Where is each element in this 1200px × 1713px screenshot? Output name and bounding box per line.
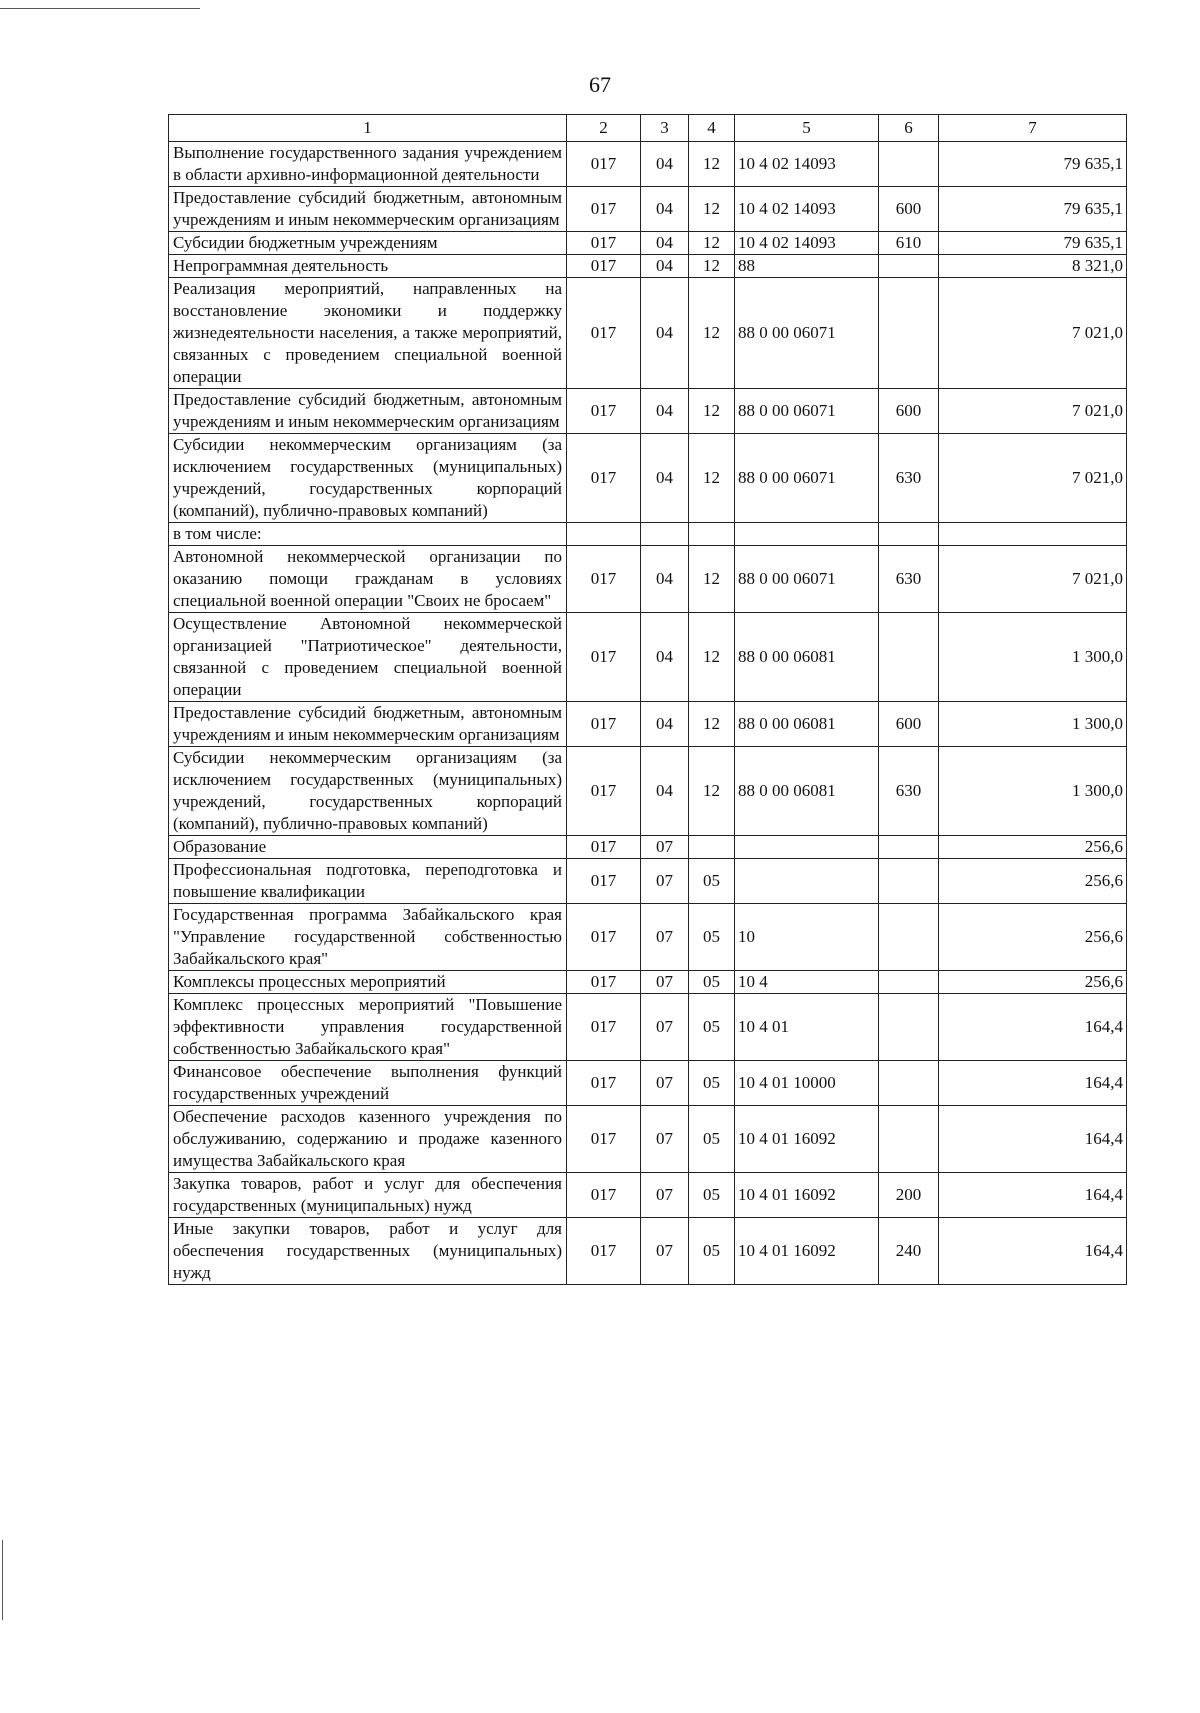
row-expense-type-cell: 630 — [879, 434, 939, 523]
row-amount-cell — [939, 523, 1127, 546]
row-subsection-cell — [689, 523, 735, 546]
row-amount-cell: 79 635,1 — [939, 187, 1127, 232]
row-expense-type-cell — [879, 1106, 939, 1173]
row-amount-cell: 256,6 — [939, 904, 1127, 971]
row-name-cell: в том числе: — [169, 523, 567, 546]
header-cell: 2 — [567, 115, 641, 142]
table-row — [169, 142, 1127, 187]
row-subsection-cell: 05 — [689, 859, 735, 904]
row-name-cell: Предоставление субсидий бюджетным, автономным учреждениям и иным некоммерческим организациям — [169, 702, 567, 747]
row-name-cell: Субсидии некоммерческим организациям (за исключением государственных (муниципальных) учреждений, государственных корпораций (компаний), публично-правовых компаний) — [169, 434, 567, 523]
row-expense-type-cell: 200 — [879, 1173, 939, 1218]
row-section-cell: 04 — [641, 613, 689, 702]
row-expense-type-cell: 600 — [879, 187, 939, 232]
row-amount-cell: 164,4 — [939, 994, 1127, 1061]
row-target-article-cell: 10 — [735, 904, 879, 971]
header-cell: 6 — [879, 115, 939, 142]
row-name-cell: Обеспечение расходов казенного учреждения по обслуживанию, содержанию и продаже казенного имущества Забайкальского края — [169, 1106, 567, 1173]
row-admin-code-cell: 017 — [567, 836, 641, 859]
row-amount-cell: 1 300,0 — [939, 613, 1127, 702]
row-admin-code-cell: 017 — [567, 434, 641, 523]
row-amount-cell: 256,6 — [939, 859, 1127, 904]
table-row — [169, 702, 1127, 747]
row-amount-cell: 1 300,0 — [939, 747, 1127, 836]
row-name-cell: Закупка товаров, работ и услуг для обеспечения государственных (муниципальных) нужд — [169, 1173, 567, 1218]
row-section-cell: 07 — [641, 971, 689, 994]
row-name-cell: Предоставление субсидий бюджетным, автономным учреждениям и иным некоммерческим организациям — [169, 187, 567, 232]
table-row — [169, 747, 1127, 836]
row-target-article-cell — [735, 523, 879, 546]
table-row — [169, 278, 1127, 389]
row-target-article-cell: 88 0 00 06071 — [735, 389, 879, 434]
row-admin-code-cell: 017 — [567, 389, 641, 434]
row-expense-type-cell: 630 — [879, 546, 939, 613]
table-row — [169, 389, 1127, 434]
row-subsection-cell: 05 — [689, 1218, 735, 1285]
scan-artifact-line — [0, 8, 200, 9]
row-admin-code-cell: 017 — [567, 546, 641, 613]
row-name-cell: Осуществление Автономной некоммерческой организацией "Патриотическое" деятельности, связанной с проведением специальной военной операции — [169, 613, 567, 702]
row-subsection-cell: 12 — [689, 747, 735, 836]
row-expense-type-cell: 600 — [879, 702, 939, 747]
row-section-cell: 04 — [641, 142, 689, 187]
row-target-article-cell: 10 4 01 16092 — [735, 1173, 879, 1218]
row-admin-code-cell: 017 — [567, 187, 641, 232]
row-section-cell: 07 — [641, 1173, 689, 1218]
row-expense-type-cell: 610 — [879, 232, 939, 255]
table-row — [169, 994, 1127, 1061]
row-amount-cell: 79 635,1 — [939, 232, 1127, 255]
row-section-cell: 07 — [641, 859, 689, 904]
table-row — [169, 1218, 1127, 1285]
row-section-cell: 04 — [641, 187, 689, 232]
row-admin-code-cell: 017 — [567, 994, 641, 1061]
row-subsection-cell: 05 — [689, 971, 735, 994]
row-section-cell: 07 — [641, 994, 689, 1061]
row-target-article-cell: 88 — [735, 255, 879, 278]
header-cell: 7 — [939, 115, 1127, 142]
row-target-article-cell: 10 4 02 14093 — [735, 187, 879, 232]
row-expense-type-cell — [879, 859, 939, 904]
row-name-cell: Профессиональная подготовка, переподготовка и повышение квалификации — [169, 859, 567, 904]
row-admin-code-cell: 017 — [567, 1106, 641, 1173]
row-subsection-cell: 05 — [689, 904, 735, 971]
table-row — [169, 836, 1127, 859]
row-name-cell: Предоставление субсидий бюджетным, автономным учреждениям и иным некоммерческим организациям — [169, 389, 567, 434]
row-name-cell: Автономной некоммерческой организации по оказанию помощи гражданам в условиях специальной военной операции "Своих не бросаем" — [169, 546, 567, 613]
row-admin-code-cell: 017 — [567, 613, 641, 702]
table-row — [169, 546, 1127, 613]
table-header-row — [169, 115, 1127, 142]
row-subsection-cell: 12 — [689, 142, 735, 187]
row-admin-code-cell: 017 — [567, 747, 641, 836]
row-subsection-cell: 12 — [689, 232, 735, 255]
row-amount-cell: 7 021,0 — [939, 434, 1127, 523]
row-amount-cell: 1 300,0 — [939, 702, 1127, 747]
row-subsection-cell: 12 — [689, 702, 735, 747]
row-admin-code-cell: 017 — [567, 142, 641, 187]
row-target-article-cell: 10 4 01 16092 — [735, 1218, 879, 1285]
row-expense-type-cell: 240 — [879, 1218, 939, 1285]
row-name-cell: Субсидии бюджетным учреждениям — [169, 232, 567, 255]
row-expense-type-cell — [879, 904, 939, 971]
row-admin-code-cell: 017 — [567, 255, 641, 278]
row-amount-cell: 7 021,0 — [939, 546, 1127, 613]
table-row — [169, 859, 1127, 904]
row-expense-type-cell: 630 — [879, 747, 939, 836]
row-subsection-cell: 12 — [689, 546, 735, 613]
table-row — [169, 613, 1127, 702]
row-subsection-cell: 12 — [689, 187, 735, 232]
row-target-article-cell: 10 4 02 14093 — [735, 232, 879, 255]
row-name-cell: Реализация мероприятий, направленных на восстановление экономики и поддержку жизнедеятельности населения, а также мероприятий, связанных с проведением специальной военной операции — [169, 278, 567, 389]
row-target-article-cell: 10 4 01 — [735, 994, 879, 1061]
row-target-article-cell: 88 0 00 06071 — [735, 278, 879, 389]
row-name-cell: Комплексы процессных мероприятий — [169, 971, 567, 994]
row-section-cell: 07 — [641, 1061, 689, 1106]
row-admin-code-cell: 017 — [567, 278, 641, 389]
header-cell: 4 — [689, 115, 735, 142]
row-section-cell: 07 — [641, 1218, 689, 1285]
row-target-article-cell — [735, 836, 879, 859]
row-target-article-cell: 10 4 — [735, 971, 879, 994]
row-subsection-cell: 12 — [689, 278, 735, 389]
row-amount-cell: 79 635,1 — [939, 142, 1127, 187]
row-expense-type-cell — [879, 613, 939, 702]
row-expense-type-cell — [879, 836, 939, 859]
row-section-cell: 04 — [641, 702, 689, 747]
row-expense-type-cell — [879, 142, 939, 187]
row-admin-code-cell — [567, 523, 641, 546]
row-name-cell: Финансовое обеспечение выполнения функций государственных учреждений — [169, 1061, 567, 1106]
row-subsection-cell: 05 — [689, 1173, 735, 1218]
row-expense-type-cell — [879, 994, 939, 1061]
row-section-cell — [641, 523, 689, 546]
budget-table — [168, 114, 1127, 1285]
row-expense-type-cell — [879, 523, 939, 546]
table-row — [169, 971, 1127, 994]
row-admin-code-cell: 017 — [567, 702, 641, 747]
row-expense-type-cell — [879, 278, 939, 389]
row-target-article-cell: 88 0 00 06071 — [735, 546, 879, 613]
table-row — [169, 232, 1127, 255]
row-section-cell: 07 — [641, 1106, 689, 1173]
row-subsection-cell — [689, 836, 735, 859]
row-target-article-cell: 88 0 00 06071 — [735, 434, 879, 523]
row-amount-cell: 8 321,0 — [939, 255, 1127, 278]
row-admin-code-cell: 017 — [567, 232, 641, 255]
header-cell: 3 — [641, 115, 689, 142]
row-section-cell: 04 — [641, 278, 689, 389]
row-section-cell: 04 — [641, 389, 689, 434]
row-admin-code-cell: 017 — [567, 1173, 641, 1218]
row-section-cell: 07 — [641, 836, 689, 859]
row-name-cell: Субсидии некоммерческим организациям (за исключением государственных (муниципальных) учреждений, государственных корпораций (компаний), публично-правовых компаний) — [169, 747, 567, 836]
row-target-article-cell: 88 0 00 06081 — [735, 747, 879, 836]
row-admin-code-cell: 017 — [567, 971, 641, 994]
row-admin-code-cell: 017 — [567, 1061, 641, 1106]
scan-artifact-line — [2, 1540, 3, 1620]
row-amount-cell: 164,4 — [939, 1218, 1127, 1285]
row-subsection-cell: 12 — [689, 613, 735, 702]
row-subsection-cell: 12 — [689, 255, 735, 278]
row-name-cell: Государственная программа Забайкальского края "Управление государственной собственностью Забайкальского края" — [169, 904, 567, 971]
row-admin-code-cell: 017 — [567, 859, 641, 904]
row-section-cell: 04 — [641, 747, 689, 836]
row-amount-cell: 164,4 — [939, 1061, 1127, 1106]
row-target-article-cell: 10 4 02 14093 — [735, 142, 879, 187]
row-subsection-cell: 12 — [689, 389, 735, 434]
row-amount-cell: 7 021,0 — [939, 278, 1127, 389]
row-amount-cell: 256,6 — [939, 971, 1127, 994]
header-cell: 1 — [169, 115, 567, 142]
row-subsection-cell: 12 — [689, 434, 735, 523]
row-section-cell: 04 — [641, 255, 689, 278]
row-section-cell: 04 — [641, 546, 689, 613]
row-target-article-cell: 10 4 01 16092 — [735, 1106, 879, 1173]
row-amount-cell: 7 021,0 — [939, 389, 1127, 434]
table-row — [169, 187, 1127, 232]
row-admin-code-cell: 017 — [567, 904, 641, 971]
row-name-cell: Выполнение государственного задания учреждением в области архивно-информационной деятельности — [169, 142, 567, 187]
row-expense-type-cell — [879, 1061, 939, 1106]
table-row — [169, 904, 1127, 971]
table-row — [169, 523, 1127, 546]
row-section-cell: 04 — [641, 434, 689, 523]
row-name-cell: Непрограммная деятельность — [169, 255, 567, 278]
row-target-article-cell: 88 0 00 06081 — [735, 613, 879, 702]
row-name-cell: Образование — [169, 836, 567, 859]
row-target-article-cell: 10 4 01 10000 — [735, 1061, 879, 1106]
row-expense-type-cell — [879, 971, 939, 994]
row-target-article-cell: 88 0 00 06081 — [735, 702, 879, 747]
row-subsection-cell: 05 — [689, 1106, 735, 1173]
row-name-cell: Комплекс процессных мероприятий "Повышение эффективности управления государственной собственностью Забайкальского края" — [169, 994, 567, 1061]
row-section-cell: 04 — [641, 232, 689, 255]
table-row — [169, 434, 1127, 523]
table-row — [169, 255, 1127, 278]
row-amount-cell: 164,4 — [939, 1106, 1127, 1173]
row-expense-type-cell: 600 — [879, 389, 939, 434]
header-cell: 5 — [735, 115, 879, 142]
row-subsection-cell: 05 — [689, 994, 735, 1061]
row-admin-code-cell: 017 — [567, 1218, 641, 1285]
table-row — [169, 1173, 1127, 1218]
row-amount-cell: 164,4 — [939, 1173, 1127, 1218]
row-expense-type-cell — [879, 255, 939, 278]
table-row — [169, 1061, 1127, 1106]
table-row — [169, 1106, 1127, 1173]
row-amount-cell: 256,6 — [939, 836, 1127, 859]
page-number: 67 — [589, 72, 611, 97]
row-name-cell: Иные закупки товаров, работ и услуг для обеспечения государственных (муниципальных) нужд — [169, 1218, 567, 1285]
row-section-cell: 07 — [641, 904, 689, 971]
row-subsection-cell: 05 — [689, 1061, 735, 1106]
row-target-article-cell — [735, 859, 879, 904]
